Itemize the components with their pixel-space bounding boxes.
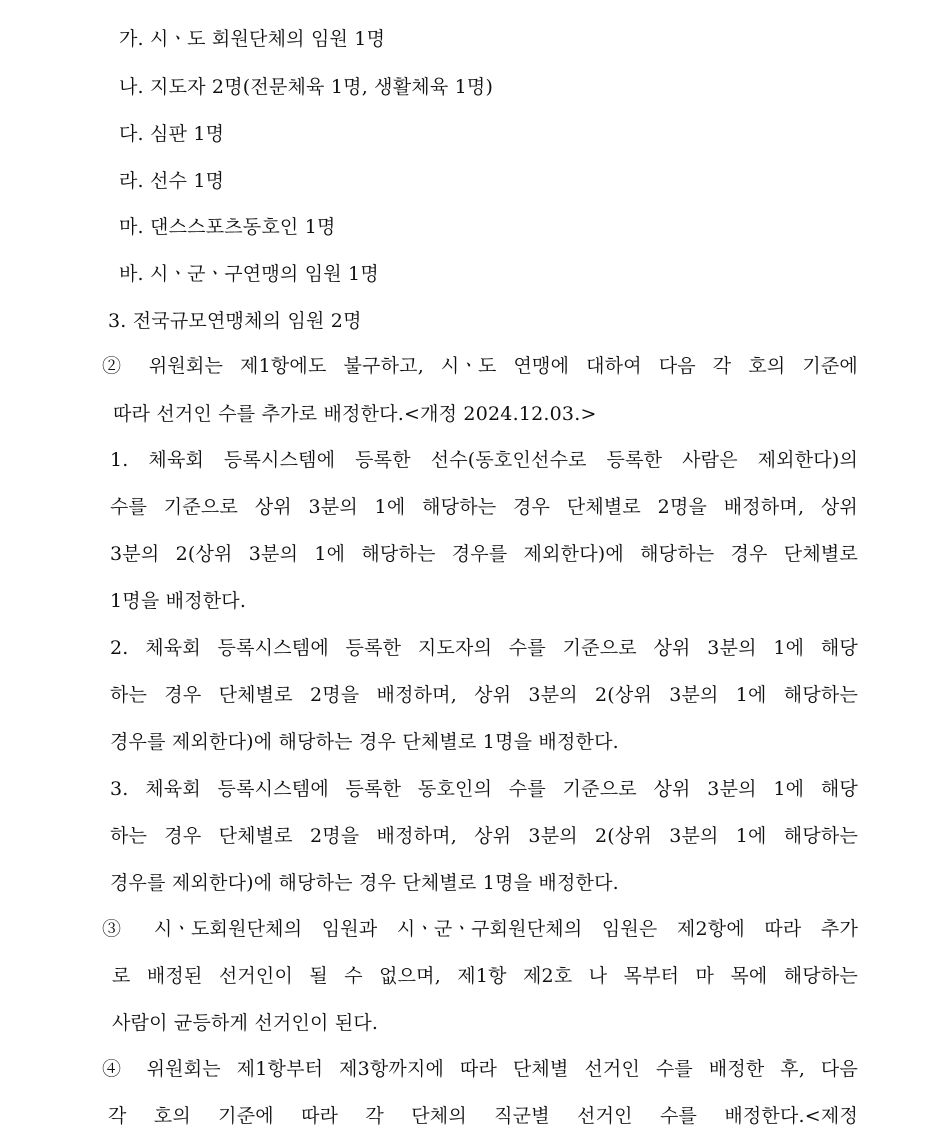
sub-3-line-1: 3. 체육회 등록시스템에 등록한 동호인의 수를 기준으로 상위 3분의 1에 해당 — [110, 778, 858, 800]
sub-1-line-3: 3분의 2(상위 3분의 1에 해당하는 경우를 제외한다)에 해당하는 경우 단체별로 — [110, 543, 858, 565]
item-ga: 가. 시ㆍ도 회원단체의 임원 1명 — [119, 28, 386, 50]
sub-2-line-3: 경우를 제외한다)에 해당하는 경우 단체별로 1명을 배정한다. — [110, 731, 619, 753]
item-da: 다. 심판 1명 — [119, 123, 225, 145]
para-2-line-2: 따라 선거인 수를 추가로 배정한다.<개정 2024.12.03.> — [113, 403, 597, 425]
item-3-national: 3. 전국규모연맹체의 임원 2명 — [108, 310, 362, 332]
para-3-line-3: 사람이 균등하게 선거인이 된다. — [112, 1012, 379, 1034]
item-ra: 라. 선수 1명 — [119, 170, 225, 192]
sub-1-line-1: 1. 체육회 등록시스템에 등록한 선수(동호인선수로 등록한 사람은 제외한다)의 — [110, 449, 858, 471]
sub-1-line-4: 1명을 배정한다. — [110, 590, 247, 612]
sub-3-line-3: 경우를 제외한다)에 해당하는 경우 단체별로 1명을 배정한다. — [110, 872, 619, 894]
sub-2-line-1: 2. 체육회 등록시스템에 등록한 지도자의 수를 기준으로 상위 3분의 1에 해당 — [110, 637, 858, 659]
item-ba: 바. 시ㆍ군ㆍ구연맹의 임원 1명 — [119, 263, 379, 285]
item-na: 나. 지도자 2명(전문체육 1명, 생활체육 1명) — [119, 76, 494, 98]
para-4-line-1: ④ 위원회는 제1항부터 제3항까지에 따라 단체별 선거인 수를 배정한 후, 다음 — [102, 1058, 858, 1080]
para-4-line-2: 각 호의 기준에 따라 각 단체의 직군별 선거인 수를 배정한다.<제정 — [108, 1105, 858, 1127]
sub-3-line-2: 하는 경우 단체별로 2명을 배정하며, 상위 3분의 2(상위 3분의 1에 해당하는 — [110, 825, 858, 847]
para-3-line-2: 로 배정된 선거인이 될 수 없으며, 제1항 제2호 나 목부터 마 목에 해당하는 — [112, 965, 858, 987]
item-ma: 마. 댄스스포츠동호인 1명 — [119, 216, 336, 238]
sub-2-line-2: 하는 경우 단체별로 2명을 배정하며, 상위 3분의 2(상위 3분의 1에 해당하는 — [110, 684, 858, 706]
para-3-line-1: ③ 시ㆍ도회원단체의 임원과 시ㆍ군ㆍ구회원단체의 임원은 제2항에 따라 추가 — [102, 918, 858, 940]
sub-1-line-2: 수를 기준으로 상위 3분의 1에 해당하는 경우 단체별로 2명을 배정하며, 상위 — [110, 496, 858, 518]
para-2-line-1: ② 위원회는 제1항에도 불구하고, 시ㆍ도 연맹에 대하여 다음 각 호의 기준에 — [102, 355, 858, 377]
